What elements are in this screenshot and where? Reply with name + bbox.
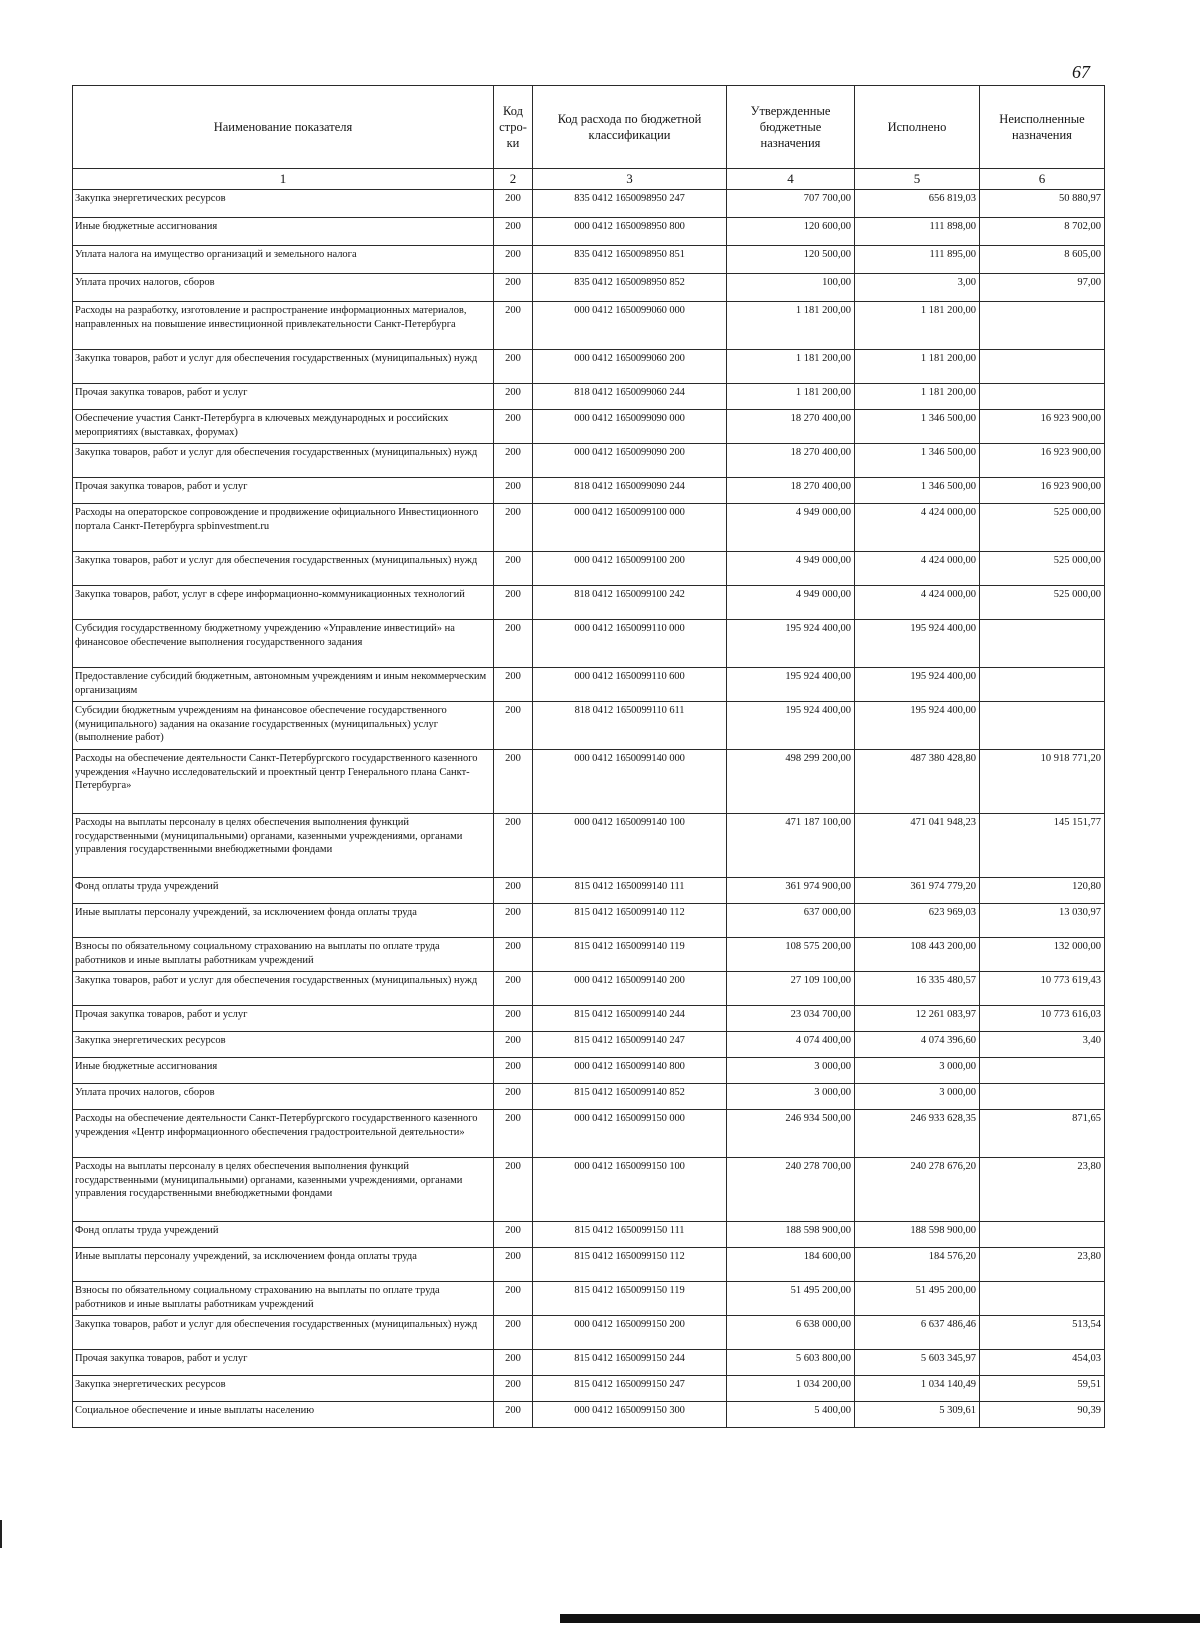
header-executed: Исполнено — [855, 86, 980, 169]
scan-edge-mark — [0, 1520, 2, 1548]
row-code: 200 — [494, 1110, 533, 1158]
row-executed: 361 974 779,20 — [855, 878, 980, 904]
row-kbk: 815 0412 1650099150 112 — [533, 1248, 727, 1282]
row-name: Фонд оплаты труда учреждений — [73, 878, 494, 904]
row-approved: 188 598 900,00 — [727, 1222, 855, 1248]
row-approved: 3 000,00 — [727, 1084, 855, 1110]
table-row — [73, 1158, 1105, 1222]
row-approved: 4 074 400,00 — [727, 1032, 855, 1058]
row-kbk: 000 0412 1650099060 200 — [533, 350, 727, 384]
row-name: Прочая закупка товаров, работ и услуг — [73, 478, 494, 504]
row-kbk: 000 0412 1650099110 000 — [533, 620, 727, 668]
row-kbk: 000 0412 1650099110 600 — [533, 668, 727, 702]
row-unexecuted: 50 880,97 — [980, 190, 1105, 218]
row-unexecuted: 16 923 900,00 — [980, 478, 1105, 504]
header-row-code: Код стро- ки — [494, 86, 533, 169]
header-approved: Утвержденные бюджетные назначения — [727, 86, 855, 169]
header-unexecuted: Неисполненные назначения — [980, 86, 1105, 169]
row-approved: 120 600,00 — [727, 218, 855, 246]
row-executed: 4 074 396,60 — [855, 1032, 980, 1058]
row-executed: 195 924 400,00 — [855, 668, 980, 702]
row-name: Расходы на выплаты персоналу в целях обеспечения выполнения функций государственными (муниципальными) органами, казенными учреждениями, органами управления государственными внебюджетными фондами — [73, 1158, 494, 1222]
column-number: 3 — [533, 169, 727, 190]
row-code: 200 — [494, 750, 533, 814]
row-unexecuted — [980, 1222, 1105, 1248]
row-code: 200 — [494, 504, 533, 552]
row-name: Иные выплаты персоналу учреждений, за исключением фонда оплаты труда — [73, 1248, 494, 1282]
row-approved: 108 575 200,00 — [727, 938, 855, 972]
row-name: Уплата прочих налогов, сборов — [73, 274, 494, 302]
table-row — [73, 1032, 1105, 1058]
row-code: 200 — [494, 218, 533, 246]
table-row — [73, 384, 1105, 410]
row-unexecuted: 145 151,77 — [980, 814, 1105, 878]
row-executed: 5 603 345,97 — [855, 1350, 980, 1376]
row-approved: 707 700,00 — [727, 190, 855, 218]
table-row — [73, 504, 1105, 552]
row-approved: 184 600,00 — [727, 1248, 855, 1282]
row-name: Иные бюджетные ассигнования — [73, 218, 494, 246]
table-row — [73, 938, 1105, 972]
row-name: Расходы на обеспечение деятельности Санкт-Петербургского государственного казенного учреждения «Центр информационного обеспечения градостроительной деятельности» — [73, 1110, 494, 1158]
row-code: 200 — [494, 1248, 533, 1282]
row-unexecuted — [980, 702, 1105, 750]
row-name: Прочая закупка товаров, работ и услуг — [73, 1350, 494, 1376]
row-executed: 111 898,00 — [855, 218, 980, 246]
row-code: 200 — [494, 1084, 533, 1110]
table-row — [73, 302, 1105, 350]
row-approved: 498 299 200,00 — [727, 750, 855, 814]
row-unexecuted: 525 000,00 — [980, 504, 1105, 552]
row-unexecuted: 10 773 619,43 — [980, 972, 1105, 1006]
row-name: Прочая закупка товаров, работ и услуг — [73, 384, 494, 410]
row-kbk: 818 0412 1650099100 242 — [533, 586, 727, 620]
row-name: Закупка товаров, работ, услуг в сфере информационно-коммуникационных технологий — [73, 586, 494, 620]
row-approved: 195 924 400,00 — [727, 668, 855, 702]
row-name: Взносы по обязательному социальному страхованию на выплаты по оплате труда работников и иные выплаты работникам учреждений — [73, 938, 494, 972]
row-code: 200 — [494, 878, 533, 904]
row-kbk: 000 0412 1650099100 000 — [533, 504, 727, 552]
row-code: 200 — [494, 904, 533, 938]
row-approved: 23 034 700,00 — [727, 1006, 855, 1032]
row-name: Закупка товаров, работ и услуг для обеспечения государственных (муниципальных) нужд — [73, 444, 494, 478]
row-name: Субсидия государственному бюджетному учреждению «Управление инвестиций» на финансовое обеспечение выполнения государственного задания — [73, 620, 494, 668]
row-kbk: 000 0412 1650099100 200 — [533, 552, 727, 586]
table-row — [73, 750, 1105, 814]
row-approved: 120 500,00 — [727, 246, 855, 274]
row-unexecuted — [980, 620, 1105, 668]
row-executed: 4 424 000,00 — [855, 552, 980, 586]
row-approved: 100,00 — [727, 274, 855, 302]
row-code: 200 — [494, 1222, 533, 1248]
budget-execution-table — [72, 85, 1105, 1428]
row-name: Уплата налога на имущество организаций и земельного налога — [73, 246, 494, 274]
row-approved: 6 638 000,00 — [727, 1316, 855, 1350]
table-row — [73, 1350, 1105, 1376]
row-kbk: 818 0412 1650099110 611 — [533, 702, 727, 750]
row-approved: 18 270 400,00 — [727, 444, 855, 478]
row-kbk: 835 0412 1650098950 851 — [533, 246, 727, 274]
row-unexecuted — [980, 1058, 1105, 1084]
row-kbk: 815 0412 1650099140 119 — [533, 938, 727, 972]
row-name: Закупка энергетических ресурсов — [73, 190, 494, 218]
row-name: Фонд оплаты труда учреждений — [73, 1222, 494, 1248]
row-code: 200 — [494, 1282, 533, 1316]
row-code: 200 — [494, 478, 533, 504]
table-row — [73, 1282, 1105, 1316]
row-unexecuted: 23,80 — [980, 1248, 1105, 1282]
row-code: 200 — [494, 1032, 533, 1058]
row-name: Закупка энергетических ресурсов — [73, 1032, 494, 1058]
row-code: 200 — [494, 410, 533, 444]
row-code: 200 — [494, 1006, 533, 1032]
row-kbk: 000 0412 1650099150 000 — [533, 1110, 727, 1158]
row-executed: 3 000,00 — [855, 1058, 980, 1084]
header-kbk: Код расхода по бюджетной классификации — [533, 86, 727, 169]
row-code: 200 — [494, 246, 533, 274]
table-row — [73, 878, 1105, 904]
row-executed: 1 181 200,00 — [855, 302, 980, 350]
row-approved: 51 495 200,00 — [727, 1282, 855, 1316]
row-approved: 3 000,00 — [727, 1058, 855, 1084]
row-kbk: 835 0412 1650098950 852 — [533, 274, 727, 302]
table-row — [73, 218, 1105, 246]
row-kbk: 000 0412 1650098950 800 — [533, 218, 727, 246]
row-unexecuted: 513,54 — [980, 1316, 1105, 1350]
row-approved: 195 924 400,00 — [727, 620, 855, 668]
row-approved: 1 181 200,00 — [727, 302, 855, 350]
row-code: 200 — [494, 1316, 533, 1350]
row-unexecuted: 871,65 — [980, 1110, 1105, 1158]
row-executed: 6 637 486,46 — [855, 1316, 980, 1350]
row-unexecuted: 16 923 900,00 — [980, 410, 1105, 444]
table-row — [73, 586, 1105, 620]
row-executed: 246 933 628,35 — [855, 1110, 980, 1158]
row-kbk: 815 0412 1650099150 244 — [533, 1350, 727, 1376]
row-code: 200 — [494, 552, 533, 586]
column-number: 6 — [980, 169, 1105, 190]
row-unexecuted: 454,03 — [980, 1350, 1105, 1376]
row-name: Уплата прочих налогов, сборов — [73, 1084, 494, 1110]
row-unexecuted — [980, 1282, 1105, 1316]
row-code: 200 — [494, 938, 533, 972]
row-code: 200 — [494, 972, 533, 1006]
row-kbk: 000 0412 1650099150 300 — [533, 1402, 727, 1428]
row-name: Иные выплаты персоналу учреждений, за исключением фонда оплаты труда — [73, 904, 494, 938]
row-code: 200 — [494, 668, 533, 702]
row-name: Иные бюджетные ассигнования — [73, 1058, 494, 1084]
row-executed: 656 819,03 — [855, 190, 980, 218]
row-kbk: 835 0412 1650098950 247 — [533, 190, 727, 218]
row-code: 200 — [494, 350, 533, 384]
row-name: Закупка товаров, работ и услуг для обеспечения государственных (муниципальных) нужд — [73, 1316, 494, 1350]
row-unexecuted: 10 918 771,20 — [980, 750, 1105, 814]
row-name: Закупка товаров, работ и услуг для обеспечения государственных (муниципальных) нужд — [73, 350, 494, 384]
row-code: 200 — [494, 384, 533, 410]
row-approved: 4 949 000,00 — [727, 504, 855, 552]
row-executed: 240 278 676,20 — [855, 1158, 980, 1222]
table-row — [73, 1376, 1105, 1402]
row-unexecuted — [980, 668, 1105, 702]
table-row — [73, 814, 1105, 878]
table-row — [73, 1110, 1105, 1158]
row-kbk: 000 0412 1650099140 800 — [533, 1058, 727, 1084]
row-executed: 12 261 083,97 — [855, 1006, 980, 1032]
row-unexecuted: 59,51 — [980, 1376, 1105, 1402]
row-code: 200 — [494, 190, 533, 218]
row-kbk: 815 0412 1650099150 119 — [533, 1282, 727, 1316]
row-name: Закупка энергетических ресурсов — [73, 1376, 494, 1402]
header-indicator-name: Наименование показателя — [73, 86, 494, 169]
row-kbk: 000 0412 1650099150 100 — [533, 1158, 727, 1222]
row-approved: 4 949 000,00 — [727, 586, 855, 620]
row-approved: 4 949 000,00 — [727, 552, 855, 586]
row-name: Обеспечение участия Санкт-Петербурга в ключевых международных и российских мероприятиях (выставках, форумах) — [73, 410, 494, 444]
row-kbk: 815 0412 1650099140 247 — [533, 1032, 727, 1058]
table-row — [73, 904, 1105, 938]
table-row — [73, 444, 1105, 478]
row-unexecuted — [980, 1084, 1105, 1110]
row-executed: 1 346 500,00 — [855, 410, 980, 444]
row-executed: 3 000,00 — [855, 1084, 980, 1110]
table-row — [73, 1084, 1105, 1110]
row-executed: 1 346 500,00 — [855, 444, 980, 478]
row-unexecuted: 525 000,00 — [980, 552, 1105, 586]
scan-bottom-bar — [560, 1614, 1200, 1623]
table-row — [73, 972, 1105, 1006]
row-kbk: 818 0412 1650099090 244 — [533, 478, 727, 504]
row-executed: 1 346 500,00 — [855, 478, 980, 504]
row-approved: 240 278 700,00 — [727, 1158, 855, 1222]
table-row — [73, 702, 1105, 750]
row-code: 200 — [494, 444, 533, 478]
row-kbk: 815 0412 1650099150 111 — [533, 1222, 727, 1248]
row-unexecuted: 132 000,00 — [980, 938, 1105, 972]
column-number-row — [73, 169, 1105, 190]
row-unexecuted: 8 702,00 — [980, 218, 1105, 246]
table-row — [73, 246, 1105, 274]
row-name: Закупка товаров, работ и услуг для обеспечения государственных (муниципальных) нужд — [73, 972, 494, 1006]
row-executed: 5 309,61 — [855, 1402, 980, 1428]
row-executed: 184 576,20 — [855, 1248, 980, 1282]
row-executed: 195 924 400,00 — [855, 702, 980, 750]
row-kbk: 815 0412 1650099150 247 — [533, 1376, 727, 1402]
row-executed: 16 335 480,57 — [855, 972, 980, 1006]
row-unexecuted: 23,80 — [980, 1158, 1105, 1222]
row-executed: 195 924 400,00 — [855, 620, 980, 668]
row-approved: 195 924 400,00 — [727, 702, 855, 750]
row-code: 200 — [494, 620, 533, 668]
table-row — [73, 1058, 1105, 1084]
row-unexecuted: 13 030,97 — [980, 904, 1105, 938]
row-code: 200 — [494, 814, 533, 878]
column-number: 1 — [73, 169, 494, 190]
row-executed: 623 969,03 — [855, 904, 980, 938]
table-row — [73, 620, 1105, 668]
row-executed: 1 181 200,00 — [855, 350, 980, 384]
row-kbk: 000 0412 1650099140 200 — [533, 972, 727, 1006]
row-code: 200 — [494, 1402, 533, 1428]
row-approved: 361 974 900,00 — [727, 878, 855, 904]
row-code: 200 — [494, 702, 533, 750]
row-code: 200 — [494, 586, 533, 620]
row-code: 200 — [494, 1058, 533, 1084]
row-kbk: 815 0412 1650099140 852 — [533, 1084, 727, 1110]
row-name: Расходы на разработку, изготовление и распространение информационных материалов, направленных на повышение инвестиционной привлекательности Санкт-Петербурга — [73, 302, 494, 350]
row-unexecuted — [980, 384, 1105, 410]
column-number: 2 — [494, 169, 533, 190]
table-row — [73, 1402, 1105, 1428]
row-kbk: 818 0412 1650099060 244 — [533, 384, 727, 410]
row-approved: 246 934 500,00 — [727, 1110, 855, 1158]
row-name: Предоставление субсидий бюджетным, автономным учреждениям и иным некоммерческим организациям — [73, 668, 494, 702]
row-approved: 1 034 200,00 — [727, 1376, 855, 1402]
row-unexecuted: 90,39 — [980, 1402, 1105, 1428]
row-name: Прочая закупка товаров, работ и услуг — [73, 1006, 494, 1032]
row-executed: 4 424 000,00 — [855, 586, 980, 620]
row-approved: 5 400,00 — [727, 1402, 855, 1428]
table-row — [73, 1006, 1105, 1032]
row-unexecuted: 120,80 — [980, 878, 1105, 904]
row-unexecuted: 16 923 900,00 — [980, 444, 1105, 478]
table-body — [73, 169, 1105, 1428]
row-approved: 18 270 400,00 — [727, 410, 855, 444]
row-code: 200 — [494, 1158, 533, 1222]
table-row — [73, 668, 1105, 702]
row-kbk: 815 0412 1650099140 112 — [533, 904, 727, 938]
row-code: 200 — [494, 1350, 533, 1376]
row-code: 200 — [494, 1376, 533, 1402]
column-number: 5 — [855, 169, 980, 190]
row-approved: 471 187 100,00 — [727, 814, 855, 878]
table-row — [73, 1248, 1105, 1282]
row-approved: 5 603 800,00 — [727, 1350, 855, 1376]
row-kbk: 815 0412 1650099140 244 — [533, 1006, 727, 1032]
row-unexecuted: 10 773 616,03 — [980, 1006, 1105, 1032]
row-executed: 51 495 200,00 — [855, 1282, 980, 1316]
row-executed: 1 034 140,49 — [855, 1376, 980, 1402]
row-approved: 637 000,00 — [727, 904, 855, 938]
row-approved: 27 109 100,00 — [727, 972, 855, 1006]
row-code: 200 — [494, 302, 533, 350]
row-approved: 1 181 200,00 — [727, 350, 855, 384]
row-executed: 188 598 900,00 — [855, 1222, 980, 1248]
row-kbk: 000 0412 1650099140 100 — [533, 814, 727, 878]
table-row — [73, 1316, 1105, 1350]
row-unexecuted: 3,40 — [980, 1032, 1105, 1058]
row-executed: 111 895,00 — [855, 246, 980, 274]
row-name: Расходы на обеспечение деятельности Санкт-Петербургского государственного казенного учреждения «Научно исследовательский и проектный центр Генерального плана Санкт-Петербурга» — [73, 750, 494, 814]
row-executed: 471 041 948,23 — [855, 814, 980, 878]
row-executed: 4 424 000,00 — [855, 504, 980, 552]
column-number: 4 — [727, 169, 855, 190]
row-unexecuted — [980, 302, 1105, 350]
row-name: Закупка товаров, работ и услуг для обеспечения государственных (муниципальных) нужд — [73, 552, 494, 586]
row-name: Взносы по обязательному социальному страхованию на выплаты по оплате труда работников и иные выплаты работникам учреждений — [73, 1282, 494, 1316]
row-kbk: 000 0412 1650099060 000 — [533, 302, 727, 350]
row-approved: 1 181 200,00 — [727, 384, 855, 410]
table-header-row — [73, 86, 1105, 169]
row-executed: 3,00 — [855, 274, 980, 302]
page-number: 67 — [1072, 62, 1090, 82]
table-row — [73, 190, 1105, 218]
table-row — [73, 274, 1105, 302]
row-executed: 487 380 428,80 — [855, 750, 980, 814]
row-unexecuted — [980, 350, 1105, 384]
row-executed: 1 181 200,00 — [855, 384, 980, 410]
row-unexecuted: 525 000,00 — [980, 586, 1105, 620]
row-kbk: 000 0412 1650099150 200 — [533, 1316, 727, 1350]
row-name: Субсидии бюджетным учреждениям на финансовое обеспечение государственного (муниципального) задания на оказание государственных (муниципальных) услуг (выполнение работ) — [73, 702, 494, 750]
table-row — [73, 410, 1105, 444]
table-row — [73, 478, 1105, 504]
row-unexecuted: 97,00 — [980, 274, 1105, 302]
row-kbk: 815 0412 1650099140 111 — [533, 878, 727, 904]
row-name: Социальное обеспечение и иные выплаты населению — [73, 1402, 494, 1428]
row-unexecuted: 8 605,00 — [980, 246, 1105, 274]
row-code: 200 — [494, 274, 533, 302]
row-name: Расходы на операторское сопровождение и продвижение официального Инвестиционного портала Санкт-Петербурга spbinvestment.ru — [73, 504, 494, 552]
row-kbk: 000 0412 1650099090 200 — [533, 444, 727, 478]
row-kbk: 000 0412 1650099140 000 — [533, 750, 727, 814]
row-kbk: 000 0412 1650099090 000 — [533, 410, 727, 444]
row-approved: 18 270 400,00 — [727, 478, 855, 504]
row-name: Расходы на выплаты персоналу в целях обеспечения выполнения функций государственными (муниципальными) органами, казенными учреждениями, органами управления государственными внебюджетными фондами — [73, 814, 494, 878]
row-executed: 108 443 200,00 — [855, 938, 980, 972]
table-row — [73, 1222, 1105, 1248]
table-row — [73, 350, 1105, 384]
table-row — [73, 552, 1105, 586]
